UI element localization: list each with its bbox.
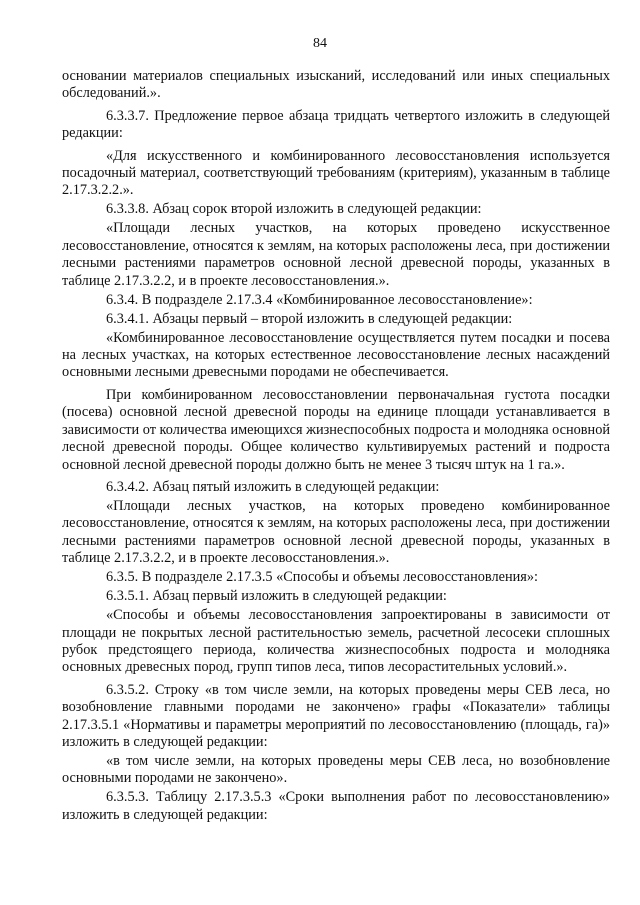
paragraph: «Площади лесных участков, на которых проведено искусственное лесовосстановление, относятся к землям, на которых расположены леса, при достижении лесными растениями параметров основной лесной древесной породы, указанных в таблице 2.17.3.2.2, и в проекте лесовосстановления.». [62,220,610,289]
paragraph: 6.3.5.3. Таблицу 2.17.3.5.3 «Сроки выполнения работ по лесовосстановлению» изложить в следующей редакции: [62,789,610,823]
paragraph: 6.3.5.1. Абзац первый изложить в следующей редакции: [106,588,447,605]
paragraph: 6.3.5. В подразделе 2.17.3.5 «Способы и объемы лесовосстановления»: [106,569,538,586]
paragraph: «Комбинированное лесовосстановление осуществляется путем посадки и посева на лесных участках, на которых естественное лесовосстановление лесных насаждений основными лесными древесными породами не обеспечивается. [62,329,610,381]
paragraph: «Для искусственного и комбинированного лесовосстановления используется посадочный материал, соответствующий требованиям (критериям), указанным в таблице 2.17.3.2.2.». [62,147,610,199]
paragraph: 6.3.3.8. Абзац сорок второй изложить в следующей редакции: [106,201,482,218]
page-number: 84 [313,36,327,51]
paragraph: При комбинированном лесовосстановлении первоначальная густота посадки (посева) основной лесной древесной породы на единице площади устанавливается в зависимости от количества имеющихся жизнеспособных подроста и молодняка основной лесной древесной породы. Общее количество культивируемых растений и подроста основной лесной древесной породы должно быть не менее 3 тысяч штук на 1 га.». [62,386,610,473]
paragraph: основании материалов специальных изысканий, исследований или иных специальных обследований.». [62,68,610,102]
paragraph: 6.3.4.1. Абзацы первый – второй изложить в следующей редакции: [106,310,513,327]
paragraph: 6.3.4. В подразделе 2.17.3.4 «Комбинированное лесовосстановление»: [106,291,533,308]
paragraph: 6.3.3.7. Предложение первое абзаца тридцать четвертого изложить в следующей редакции: [62,107,610,142]
paragraph: «Площади лесных участков, на которых проведено комбинированное лесовосстановление, относятся к землям, на которых расположены леса, при достижении лесными растениями параметров основной лесной древесной породы, указанных в таблице 2.17.3.2.2, и в проекте лесовосстановления.». [62,497,610,567]
paragraph: «в том числе земли, на которых проведены меры СЕВ леса, но возобновление основными породами не закончено». [62,752,610,787]
document-body [62,68,610,826]
paragraph: 6.3.5.2. Строку «в том числе земли, на которых проведены меры СЕВ леса, но возобновление главными породами не закончено» графы «Показатели» таблицы 2.17.3.5.1 «Нормативы и параметры мероприятий по лесовосстановлению (площадь, га)» изложить в следующей редакции: [62,681,610,750]
paragraph: 6.3.4.2. Абзац пятый изложить в следующей редакции: [106,478,440,495]
paragraph: «Способы и объемы лесовосстановления запроектированы в зависимости от площади не покрытых лесной растительностью земель, расчетной лесосеки сплошных рубок предстоящего периода, количества жизнеспособных подроста и молодняка основных древесных пород, групп типов леса, типов лесорастительных условий.». [62,607,610,676]
